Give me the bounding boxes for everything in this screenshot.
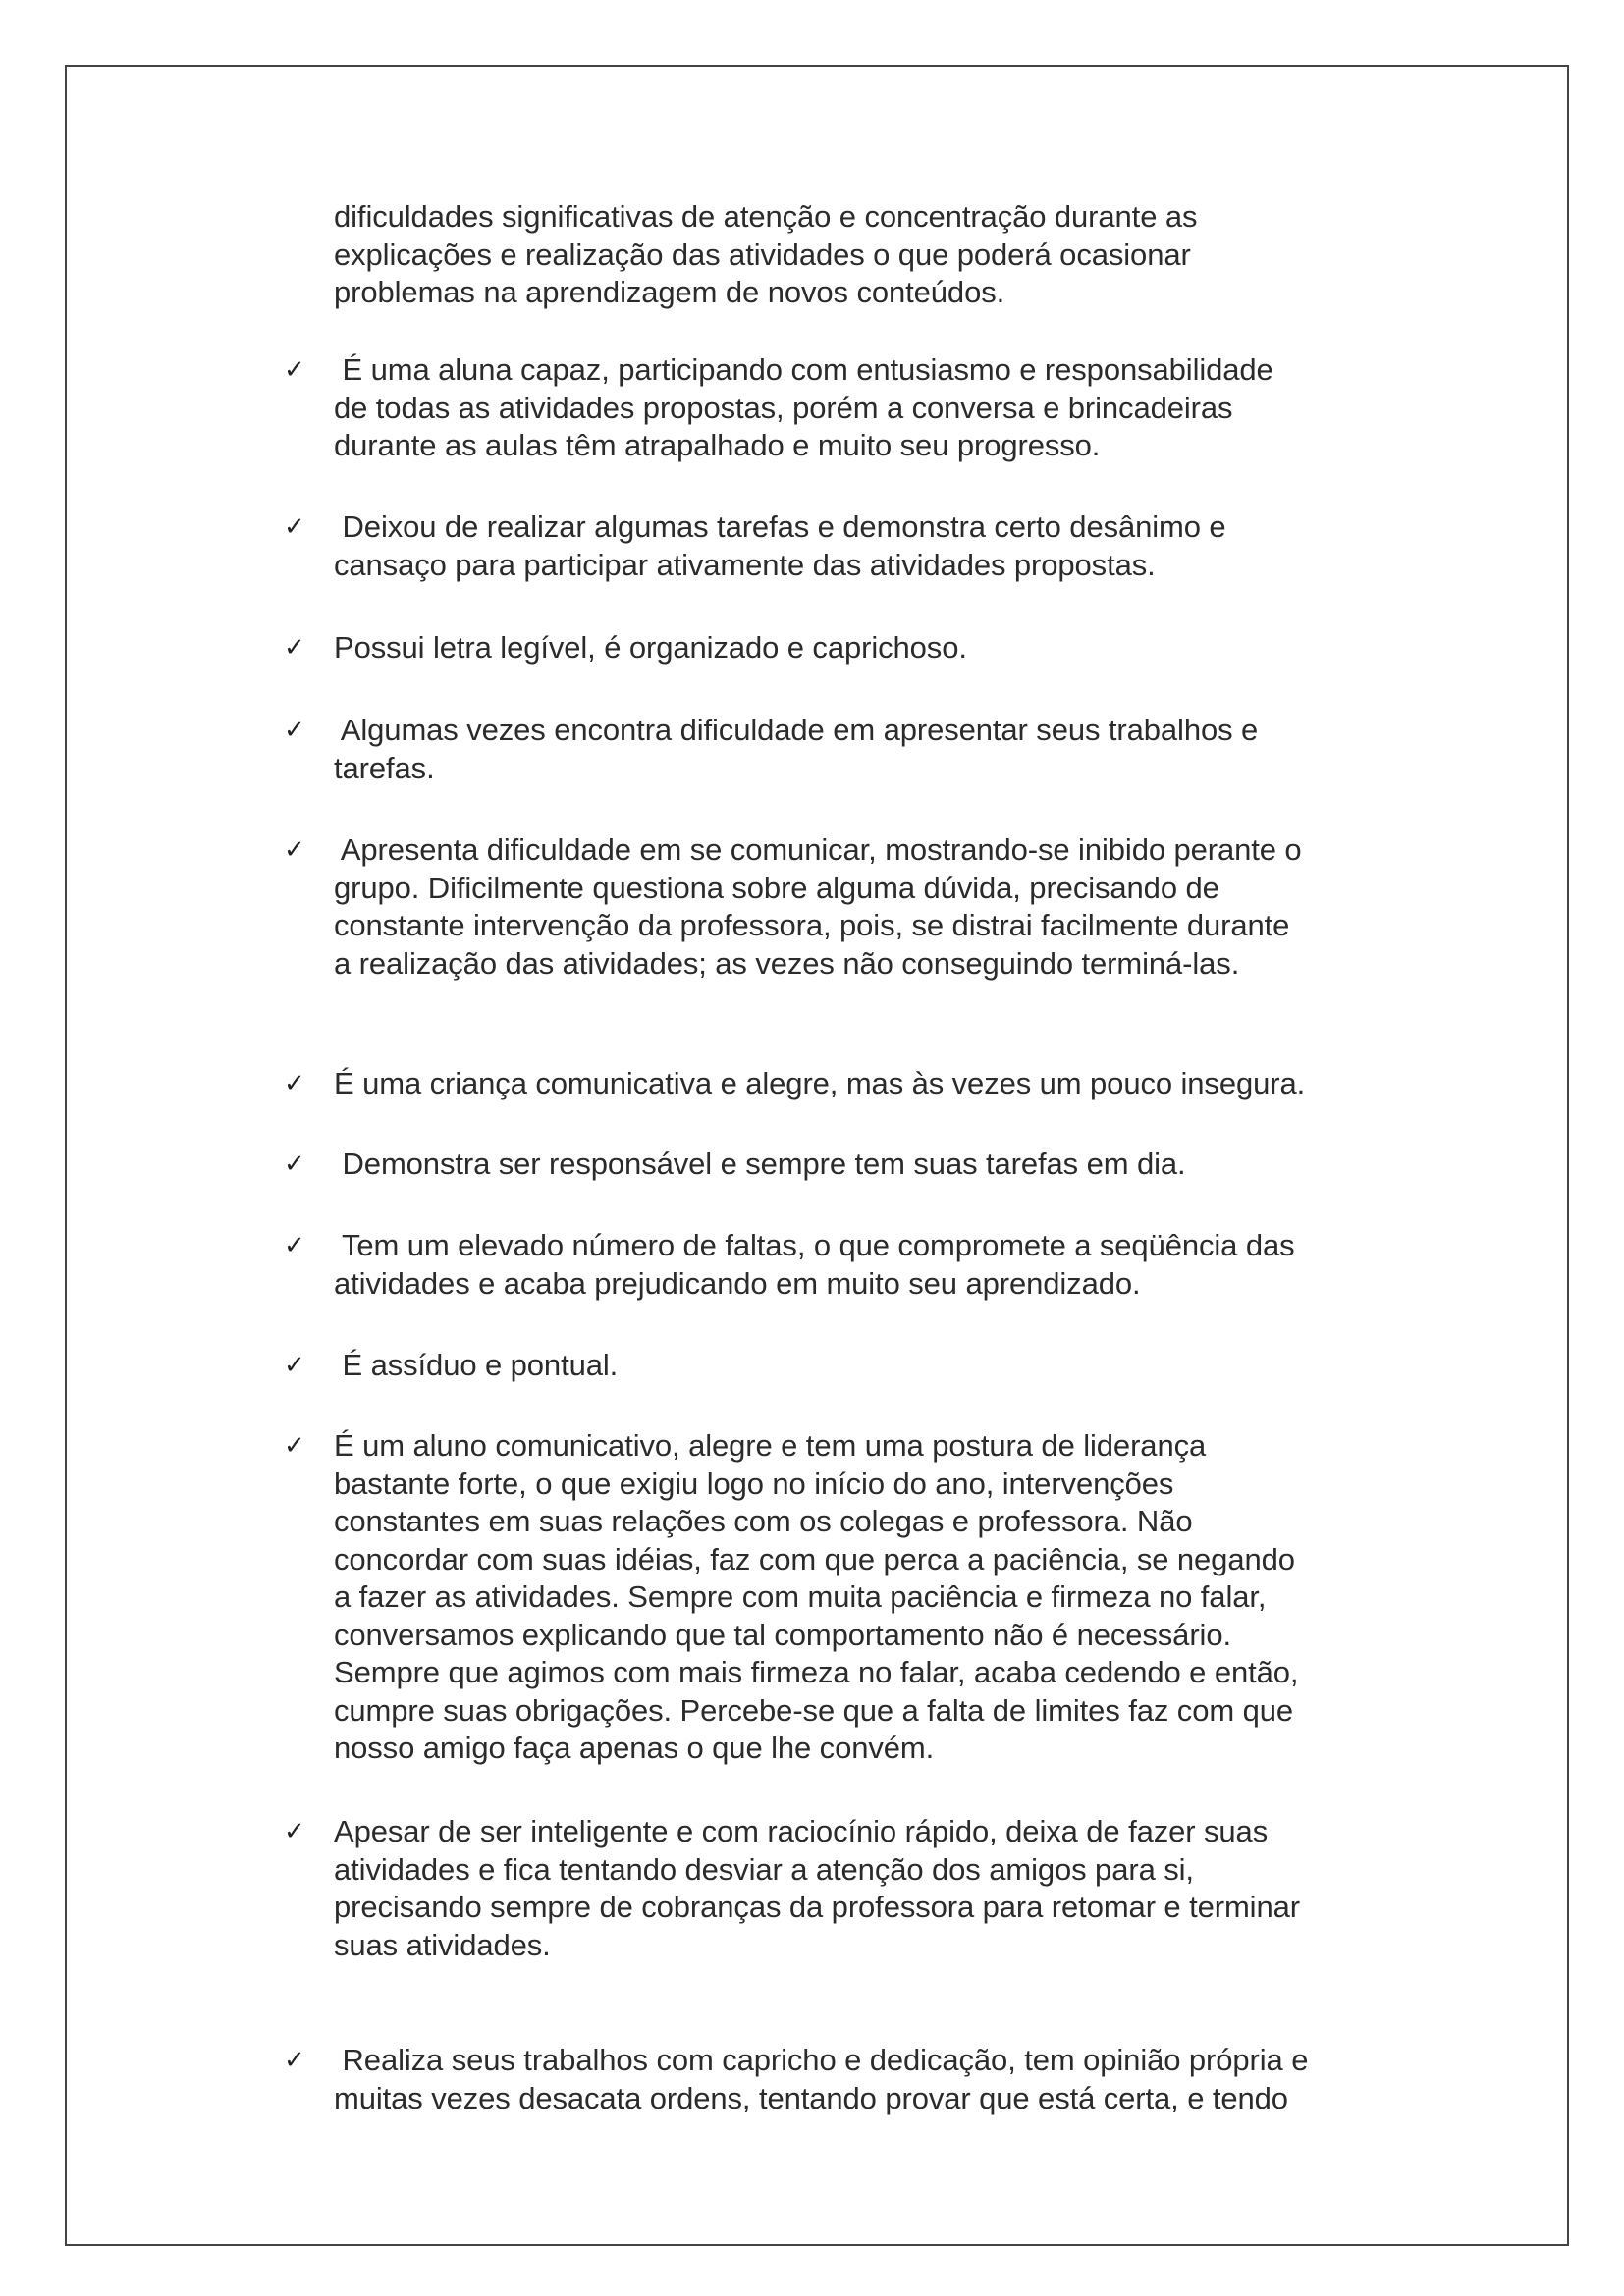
paragraph-line: Sempre que agimos com mais firmeza no falar, acaba cedendo e então, bbox=[334, 1655, 1299, 1689]
paragraph-line: bastante forte, o que exigiu logo no início do ano, intervenções bbox=[334, 1466, 1174, 1501]
paragraph-line: concordar com suas idéias, faz com que perca a paciência, se negando bbox=[334, 1541, 1295, 1576]
checkmark-icon: ✓ bbox=[284, 633, 305, 663]
paragraph-line: atividades e fica tentando desviar a atenção dos amigos para si, bbox=[334, 1851, 1194, 1887]
paragraph-line: problemas na aprendizagem de novos conteúdos. bbox=[334, 275, 1005, 309]
paragraph-line: a realização das atividades; as vezes não conseguindo terminá-las. bbox=[334, 945, 1240, 981]
paragraph-line: Realiza seus trabalhos com capricho e dedicação, tem opinião própria e bbox=[334, 2043, 1309, 2077]
paragraph-line: grupo. Dificilmente questiona sobre alguma dúvida, precisando de bbox=[334, 870, 1219, 905]
checkmark-icon: ✓ bbox=[284, 1351, 305, 1380]
paragraph-line: cansaço para participar ativamente das atividades propostas. bbox=[334, 547, 1156, 582]
checkmark-icon: ✓ bbox=[284, 1431, 305, 1461]
paragraph-line: Apresenta dificuldade em se comunicar, mostrando-se inibido perante o bbox=[334, 832, 1302, 867]
paragraph-line: de todas as atividades propostas, porém a conversa e brincadeiras bbox=[334, 390, 1233, 425]
paragraph-line: É assíduo e pontual. bbox=[334, 1348, 619, 1382]
checkmark-icon: ✓ bbox=[284, 1069, 305, 1098]
paragraph-line: precisando sempre de cobranças da professora para retomar e terminar bbox=[334, 1890, 1300, 1924]
paragraph-line: cumpre suas obrigações. Percebe-se que a falta de limites faz com que bbox=[334, 1692, 1294, 1728]
checkmark-icon: ✓ bbox=[284, 835, 305, 865]
paragraph-line: constante intervenção da professora, pois, se distrai facilmente durante bbox=[334, 908, 1290, 942]
paragraph-line: durante as aulas têm atrapalhado e muito seu progresso. bbox=[334, 428, 1101, 462]
paragraph-line: Apesar de ser inteligente e com raciocínio rápido, deixa de fazer suas bbox=[334, 1814, 1269, 1848]
paragraph-line: dificuldades significativas de atenção e concentração durante as bbox=[334, 199, 1198, 234]
paragraph-line: nosso amigo faça apenas o que lhe convém. bbox=[334, 1731, 935, 1765]
checkmark-icon: ✓ bbox=[284, 1817, 305, 1846]
checkmark-icon: ✓ bbox=[284, 512, 305, 542]
paragraph-line: É uma criança comunicativa e alegre, mas às vezes um pouco insegura. bbox=[334, 1066, 1306, 1100]
checkmark-icon: ✓ bbox=[284, 1231, 305, 1260]
checkmark-icon: ✓ bbox=[284, 355, 305, 385]
paragraph-line: É um aluno comunicativo, alegre e tem uma postura de liderança bbox=[334, 1428, 1207, 1463]
paragraph-line: atividades e acaba prejudicando em muito seu aprendizado. bbox=[334, 1265, 1141, 1301]
paragraph-line: Deixou de realizar algumas tarefas e demonstra certo desânimo e bbox=[334, 509, 1226, 544]
paragraph-line: Demonstra ser responsável e sempre tem suas tarefas em dia. bbox=[334, 1147, 1186, 1181]
paragraph-line: conversamos explicando que tal comportamento não é necessário. bbox=[334, 1617, 1231, 1652]
paragraph-line: Tem um elevado número de faltas, o que compromete a seqüência das bbox=[334, 1228, 1295, 1262]
checkmark-icon: ✓ bbox=[284, 716, 305, 745]
paragraph-line: suas atividades. bbox=[334, 1927, 551, 1962]
paragraph-line: constantes em suas relações com os colegas e professora. Não bbox=[334, 1504, 1193, 1538]
paragraph-line: muitas vezes desacata ordens, tentando provar que está certa, e tendo bbox=[334, 2080, 1288, 2115]
paragraph-line: explicações e realização das atividades o que poderá ocasionar bbox=[334, 237, 1191, 272]
paragraph-line: Possui letra legível, é organizado e caprichoso. bbox=[334, 630, 967, 665]
paragraph-line: a fazer as atividades. Sempre com muita paciência e firmeza no falar, bbox=[334, 1579, 1267, 1614]
checkmark-icon: ✓ bbox=[284, 2046, 305, 2075]
paragraph-line: tarefas. bbox=[334, 750, 435, 785]
paragraph-line: Algumas vezes encontra dificuldade em apresentar seus trabalhos e bbox=[334, 713, 1259, 747]
paragraph-line: É uma aluna capaz, participando com entusiasmo e responsabilidade bbox=[334, 352, 1273, 387]
checkmark-icon: ✓ bbox=[284, 1149, 305, 1179]
